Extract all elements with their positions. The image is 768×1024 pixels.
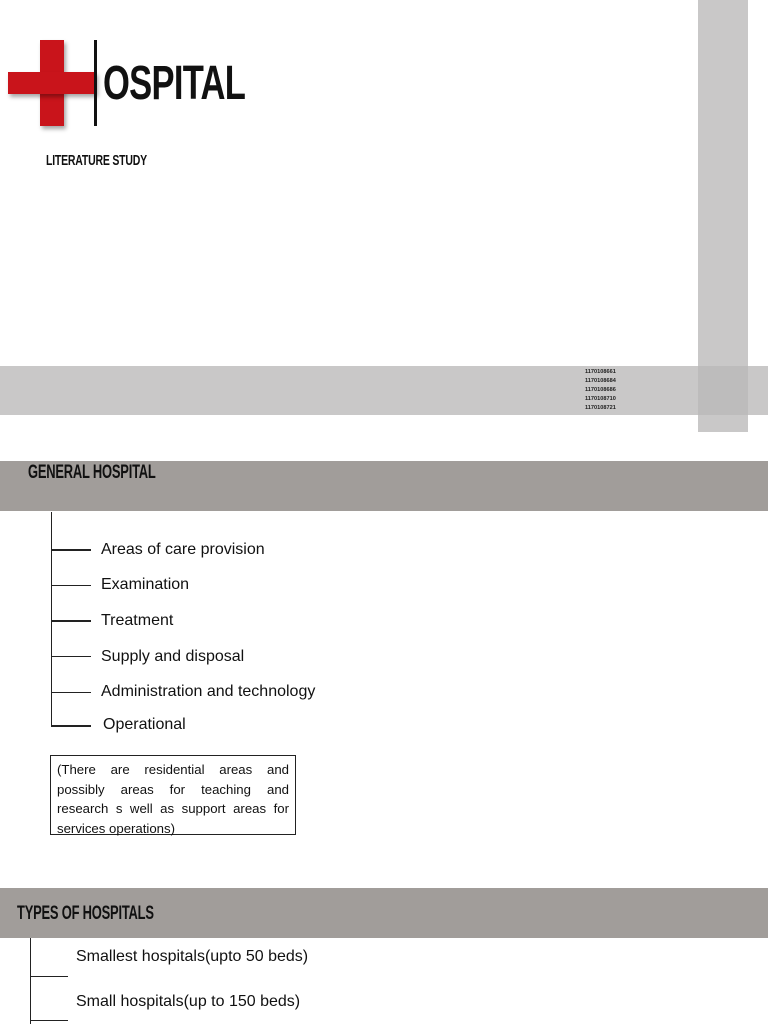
list-item: Areas of care provision [101, 541, 265, 558]
tree-branch [51, 656, 91, 657]
id-number-list [585, 368, 616, 413]
tree-branch [51, 692, 91, 693]
cover-slide [0, 0, 768, 440]
tree-trunk [51, 512, 52, 726]
tree-trunk [30, 938, 31, 1024]
tree-branch [51, 585, 91, 586]
types-of-hospitals-heading: TYPES OF HOSPITALS [17, 903, 154, 924]
list-item: Supply and disposal [101, 648, 245, 665]
tree-branch [30, 1020, 68, 1021]
id-number: 1170108684 [585, 378, 616, 384]
page-subtitle: LITERATURE STUDY [46, 152, 147, 169]
tree-branch [51, 725, 91, 727]
list-item: Small hospitals(up to 150 beds) [76, 993, 301, 1010]
list-item: Smallest hospitals(upto 50 beds) [76, 948, 309, 965]
red-cross-icon [8, 40, 96, 128]
list-item: Treatment [101, 612, 174, 629]
list-item: Operational [103, 716, 186, 733]
id-number: 1170108710 [585, 396, 616, 402]
id-number: 1170108661 [585, 369, 616, 375]
note-box: (There are residential areas and possibly areas for teaching and research s well as support areas for services operations) [50, 755, 296, 835]
id-number: 1170108721 [585, 405, 616, 411]
id-number: 1170108686 [585, 387, 616, 393]
list-item: Examination [101, 576, 190, 593]
tree-branch [30, 976, 68, 977]
logo-divider [94, 40, 97, 126]
band-overlap [698, 366, 748, 415]
list-item: Administration and technology [101, 683, 316, 700]
tree-branch [51, 549, 91, 551]
general-hospital-heading: GENERAL HOSPITAL [28, 462, 156, 483]
horizontal-gray-band [0, 366, 768, 415]
page-title: OSPITAL [103, 57, 246, 110]
tree-branch [51, 620, 91, 622]
